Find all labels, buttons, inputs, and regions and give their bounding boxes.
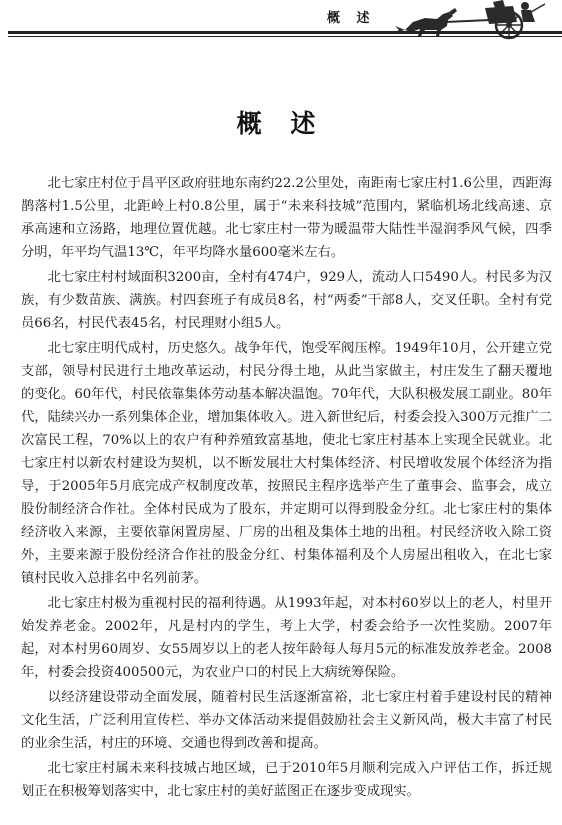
paragraph: 北七家庄村极为重视村民的福利待遇。从1993年起，对本村60岁以上的老人，村里开始发养老金。2002年，凡是村内的学生，考上大学，村委会给予一次性奖励。2007年起，对本村男60周岁、女55周岁以上的老人按年龄每人每月5元的标准发放养老金。2008年，村委会投资400500元，为农业户口的村民上大病统筹保险。 (21, 596, 552, 680)
body-text (21, 172, 552, 805)
page-title: 概 述 (236, 109, 326, 138)
paragraph: 北七家庄村位于昌平区政府驻地东南约22.2公里处，南距南七家庄村1.6公里，西距海鹊落村1.5公里，北距岭上村0.8公里，属于“未来科技城”范围内，紧临机场北线高速、京承高速和立汤路，地理位置优越。北七家庄村一带为暖温带大陆性半湿润季风气候，四季分明，年平均气温13℃，年平均降水量600毫米左右。 (21, 176, 552, 260)
paragraph: 北七家庄村村域面积3200亩，全村有474户，929人，流动人口5490人。村民多为汉族，有少数苗族、满族。村四套班子有成员8名，村“两委”干部8人，交叉任职。全村有党员66名，村民代表45名，村民理财小组5人。 (21, 270, 552, 331)
header-section-label: 概 述 (327, 11, 376, 26)
running-header (0, 0, 562, 42)
paragraph: 以经济建设带动全面发展，随着村民生活逐渐富裕，北七家庄村着手建设村民的精神文化生活，广泛利用宣传栏、举办文体活动来提倡鼓励社会主义新风尚，极大丰富了村民的业余生活，村庄的环境、交通也得到改善和提高。 (21, 690, 552, 751)
horse-carriage-decoration-icon (385, 0, 550, 40)
paragraph: 北七家庄村属未来科技城占地区域，已于2010年5月顺利完成入户评估工作，拆迁规划正在积极筹划落实中，北七家庄村的美好蓝图正在逐步变成现实。 (21, 761, 552, 799)
header-rule-thick (8, 31, 562, 34)
paragraph: 北七家庄明代成村，历史悠久。战争年代，饱受军阀压榨。1949年10月，公开建立党支部，领导村民进行土地改革运动，村民分得土地，从此当家做主，村庄发生了翻天覆地的变化。60年代，村民依靠集体劳动基本解决温饱。70年代，大队积极发展工副业。80年代，陆续兴办一系列集体企业，增加集体收入。进入新世纪后，村委会投入300万元推广二次富民工程，70%以上的农户有种养殖致富基地，使北七家庄村基本上实现全民就业。北七家庄村以新农村建设为契机，以不断发展壮大村集体经济、村民增收发展个体经济为指导，于2005年5月底完成产权制度改革，按照民主程序选举产生了董事会、监事会，成立股份制经济合作社。全体村民成为了股东，并定期可以得到股金分红。北七家庄村的集体经济收入来源，主要依靠闲置房屋、厂房的出租及集体土地的出租。村民经济收入除工资外，主要来源于股份经济合作社的股金分红、村集体福利及个人房屋出租收入，在北七家镇村民收入总排名中名列前茅。 (21, 341, 552, 586)
header-rule-thin (8, 36, 562, 37)
